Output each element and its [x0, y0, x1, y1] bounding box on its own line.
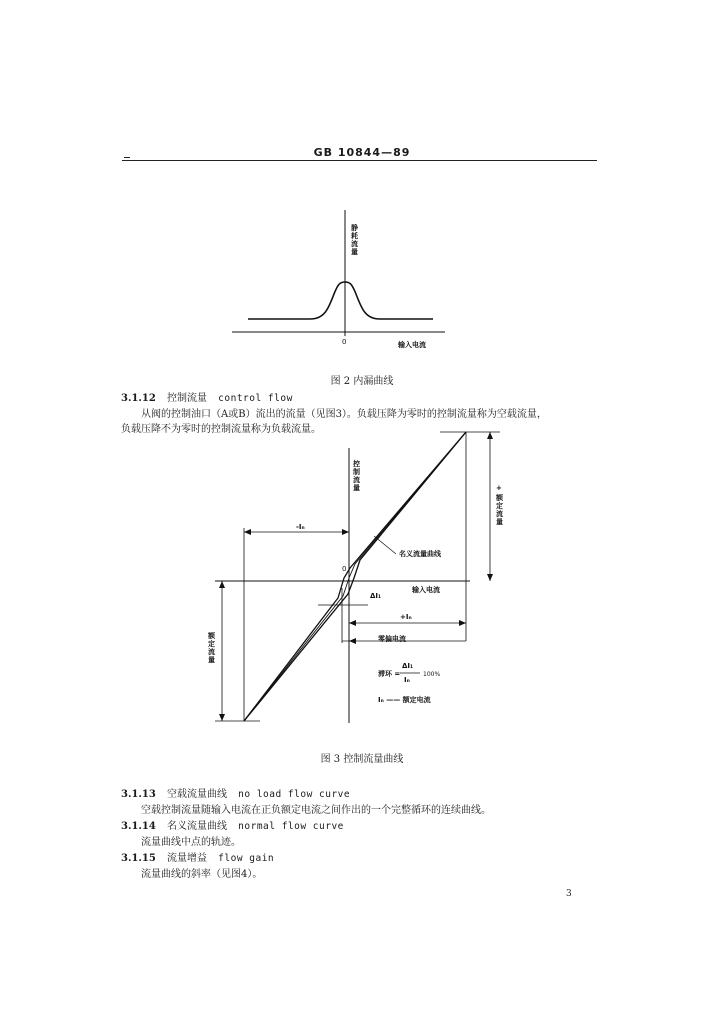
fig3-right-rated-4: 流	[496, 510, 503, 518]
fig3-arrow-nin-r	[342, 529, 349, 535]
header-dash	[124, 157, 130, 158]
fig3-arrow-r-top	[487, 432, 493, 439]
fig3-hysteresis-suffix: 100%	[423, 671, 441, 678]
fig3-nominal-leader	[374, 536, 396, 554]
term-zh: 空载流量曲线	[166, 789, 227, 800]
fig3-null-bias-label: 零偏电流	[378, 635, 406, 643]
section-3-1-13-body: 空载控制流量随输入电流在正负额定电流之间作出的一个完整循环的连续曲线。	[141, 805, 491, 816]
fig3-right-rated-1: +	[496, 484, 502, 492]
fig2-leakage-curve	[248, 282, 433, 319]
standard-number: GB 10844—89	[313, 146, 411, 159]
section-3-1-14-heading	[121, 817, 344, 832]
term-zh: 控制流量	[166, 393, 207, 404]
section-3-1-14-body: 流量曲线中点的轨迹。	[141, 837, 241, 848]
fig3-arrow-r-bottom	[487, 574, 493, 581]
fig3-arrow-pin-l	[349, 620, 356, 626]
fig2-y-label-4: 量	[351, 248, 358, 256]
fig3-left-rated-4: 量	[208, 656, 215, 664]
fig3-hysteresis-prefix: 滞环 =	[378, 670, 401, 678]
fig3-y-label-4: 量	[353, 484, 360, 492]
fig3-left-rated-1: 额	[208, 632, 215, 640]
fig3-y-label-1: 控	[353, 460, 360, 468]
fig3-arrow-nin-l	[244, 529, 251, 535]
fig2-y-label-3: 流	[351, 240, 358, 248]
fig3-nominal-label: 名义流量曲线	[399, 550, 441, 558]
fig3-left-rated-2: 定	[208, 640, 215, 648]
term-zh: 流量增益	[166, 853, 207, 864]
section-3-1-12-heading	[121, 389, 293, 404]
section-3-1-15-body: 流量曲线的斜率（见图4）。	[141, 869, 263, 880]
fig3-y-label-3: 流	[353, 476, 360, 484]
fig3-right-rated-5: 量	[496, 518, 503, 526]
section-3-1-12-body-line2: 负载压降不为零时的控制流量称为负载流量。	[121, 424, 321, 435]
fig3-pos-in-label: +Iₙ	[400, 613, 412, 621]
fig2-origin-label: 0	[342, 338, 347, 346]
term-en: control flow	[218, 393, 293, 404]
fig3-left-rated-3: 流	[208, 648, 215, 656]
fig3-rated-current-note: Iₙ —— 额定电流	[378, 696, 431, 704]
fig3-delta-label: ΔI₁	[370, 592, 382, 600]
fig2-x-label: 输入电流	[398, 341, 426, 349]
fig2-y-label-1: 静	[351, 224, 358, 232]
term-zh: 名义流量曲线	[166, 821, 227, 832]
section-number: 3.1.14	[121, 821, 156, 832]
fig3-arrow-l-top	[219, 581, 225, 588]
fig3-right-rated-2: 额	[496, 494, 503, 502]
section-number: 3.1.12	[121, 393, 156, 404]
fig3-right-rated-3: 定	[496, 502, 503, 510]
section-3-1-15-heading	[121, 849, 274, 864]
fig3-y-label-2: 制	[353, 468, 360, 476]
figure-2-caption: 图 2 内漏曲线	[330, 376, 394, 387]
section-3-1-12-body-line1: 从阀的控制油口（A或B）流出的流量（见图3）。负载压降为零时的控制流量称为空载流量，	[141, 409, 547, 420]
fig3-arrow-pin-r	[459, 620, 466, 626]
fig3-origin-label: 0	[342, 565, 347, 573]
term-en: flow gain	[218, 853, 275, 864]
header-rule	[122, 160, 597, 161]
fig3-arrow-nb	[349, 638, 356, 644]
section-number: 3.1.13	[121, 789, 156, 800]
fig3-input-current-label: 输入电流	[412, 586, 440, 594]
fig3-neg-in-label: -Iₙ	[296, 523, 305, 531]
term-en: no load flow curve	[238, 789, 351, 800]
figure-2-internal-leakage	[220, 200, 460, 360]
fig3-hysteresis-denominator: Iₙ	[404, 676, 410, 684]
fig3-hysteresis-numerator: ΔI₁	[402, 662, 414, 670]
figure-3-control-flow	[200, 428, 530, 728]
fig3-arrow-l-bottom	[219, 714, 225, 721]
term-en: normal flow curve	[238, 821, 344, 832]
fig2-y-label-2: 耗	[351, 232, 358, 240]
page-number: 3	[566, 889, 572, 899]
figure-3-caption: 图 3 控制流量曲线	[320, 754, 404, 765]
section-number: 3.1.15	[121, 853, 156, 864]
section-3-1-13-heading	[121, 785, 350, 800]
